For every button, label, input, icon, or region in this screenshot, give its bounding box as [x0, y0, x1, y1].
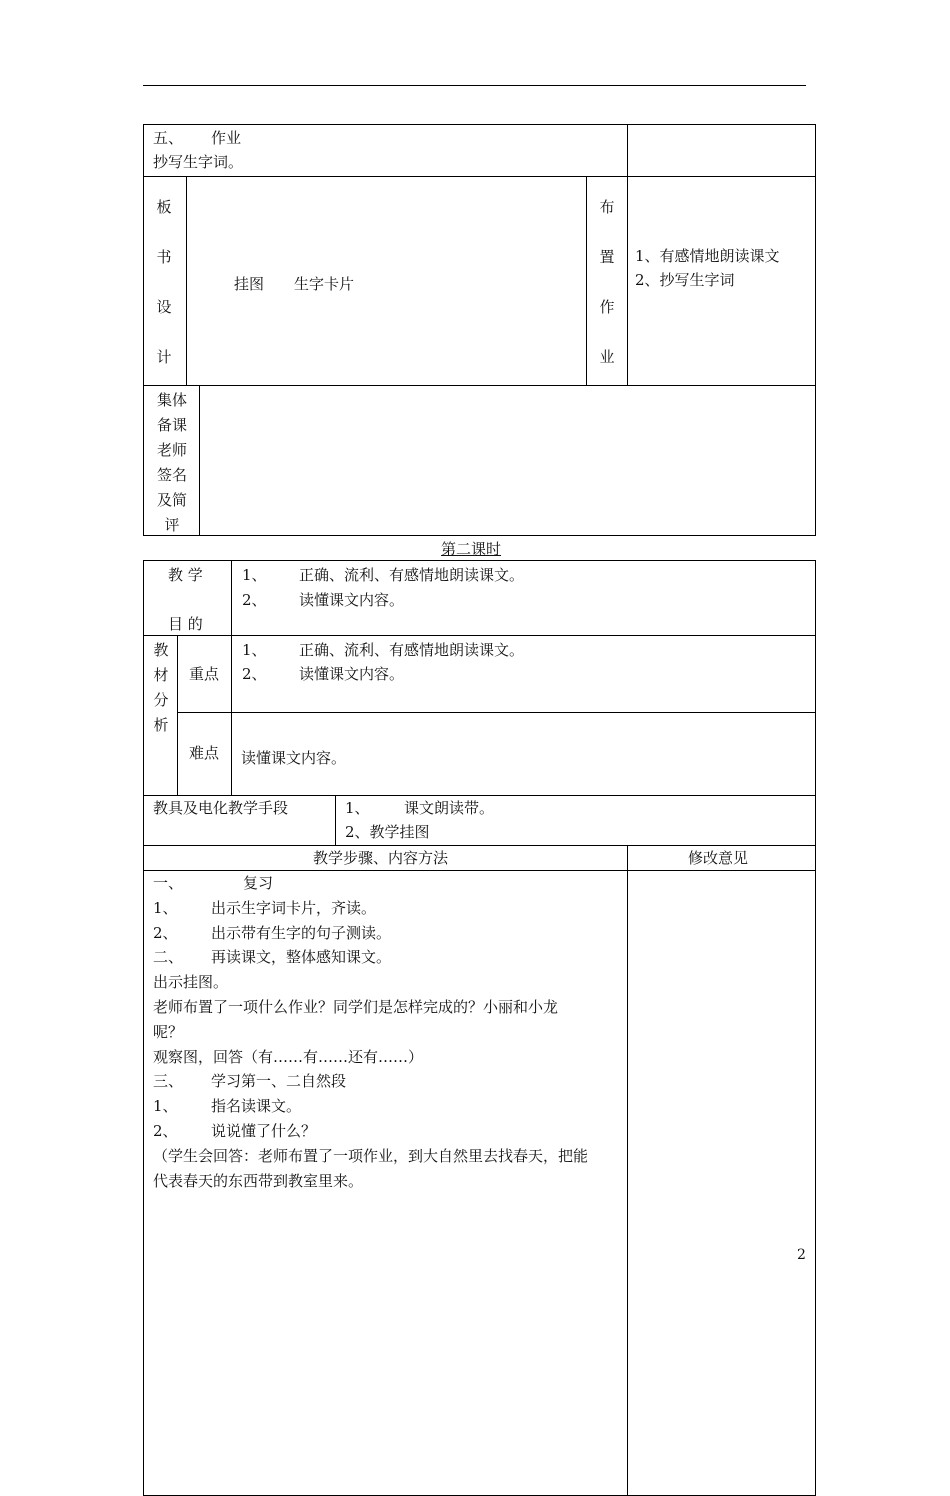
difficulty-label: 难点	[189, 744, 220, 762]
objective-text: 读懂课文内容。	[299, 591, 405, 609]
label-char: 书	[156, 248, 172, 266]
step-line	[153, 947, 623, 972]
row-divider	[143, 635, 816, 636]
label-line: 集体	[156, 391, 187, 409]
step-number: 1、	[153, 1097, 178, 1116]
teaching-steps	[153, 873, 623, 1195]
group-prep-label	[148, 388, 196, 538]
analysis-label	[151, 638, 171, 738]
step-line	[153, 972, 623, 997]
lesson-title: 第二课时	[441, 540, 502, 558]
row-divider	[143, 795, 816, 796]
tools-item-num: 1、	[345, 799, 370, 817]
row-divider	[143, 845, 816, 846]
label-char: 布	[599, 198, 615, 216]
board-content-cards: 生字卡片	[294, 275, 355, 293]
label-char: 计	[156, 348, 172, 366]
objective-text: 正确、流利、有感情地朗读课文。	[299, 566, 525, 584]
label-line: 及简	[156, 491, 187, 509]
label-char: 置	[599, 248, 615, 266]
step-line	[153, 1047, 623, 1072]
col-divider	[335, 795, 336, 845]
step-text: 呢？	[153, 1022, 184, 1041]
col-divider	[186, 176, 187, 385]
objectives-label-top: 教 学	[168, 566, 203, 584]
col-divider	[586, 176, 587, 385]
step-text: 复习	[243, 874, 274, 892]
col-divider	[177, 635, 178, 795]
step-line	[153, 1121, 623, 1146]
step-line	[153, 1146, 623, 1171]
label-line: 签名	[156, 466, 187, 484]
step-line	[153, 923, 623, 948]
objective-num: 2、	[242, 591, 267, 609]
step-text: 指名读课文。	[211, 1097, 302, 1116]
col-divider	[627, 124, 628, 176]
key-points-label: 重点	[189, 665, 220, 683]
step-text: 出示带有生字的句子测读。	[211, 923, 392, 942]
step-text: 代表春天的东西带到教室里来。	[153, 1171, 364, 1190]
step-line	[153, 997, 623, 1022]
objective-num: 1、	[242, 566, 267, 584]
label-char: 板	[156, 198, 172, 216]
step-number: 2、	[153, 1121, 178, 1140]
step-text: 学习第一、二自然段	[211, 1072, 347, 1091]
col-divider	[231, 560, 232, 795]
col-divider	[199, 385, 200, 536]
label-line: 评	[164, 516, 180, 534]
step-text: 出示生字词卡片，齐读。	[211, 898, 377, 917]
step-number: 一、	[153, 874, 184, 892]
step-text: 说说懂了什么？	[211, 1121, 317, 1140]
step-line	[153, 1071, 623, 1096]
key-point-num: 2、	[242, 665, 267, 683]
label-char: 设	[156, 298, 172, 316]
row-divider	[143, 870, 816, 871]
tools-label: 教具及电化教学手段	[153, 799, 289, 817]
label-char: 作	[599, 298, 615, 316]
step-text: 观察图，回答（有……有……还有……）	[153, 1047, 424, 1066]
row-divider	[143, 176, 816, 177]
col-divider	[627, 845, 628, 1496]
section-five-task: 抄写生字词。	[153, 153, 244, 171]
label-char: 材	[153, 666, 169, 684]
label-line: 老师	[156, 441, 187, 459]
key-point-num: 1、	[242, 641, 267, 659]
objectives-label-bottom: 目 的	[168, 615, 203, 633]
tools-item: 2、教学挂图	[345, 823, 430, 841]
label-char: 分	[153, 691, 169, 709]
page-number: 2	[797, 1247, 806, 1263]
header-rule	[143, 85, 806, 86]
assignment-item: 1、有感情地朗读课文	[635, 247, 780, 265]
step-number: 1、	[153, 898, 178, 917]
step-line	[153, 898, 623, 923]
steps-header: 教学步骤、内容方法	[313, 849, 449, 867]
label-line: 备课	[156, 416, 187, 434]
board-content-wallchart: 挂图	[234, 275, 265, 293]
key-point-text: 读懂课文内容。	[299, 665, 405, 683]
step-text: 老师布置了一项什么作业？同学们是怎样完成的？小丽和小龙	[153, 997, 559, 1016]
step-line	[153, 1171, 623, 1196]
tools-item-text: 课文朗读带。	[404, 799, 495, 817]
step-text: 出示挂图。	[153, 973, 229, 992]
board-design-label	[154, 196, 174, 396]
step-number: 二、	[153, 948, 184, 967]
label-char: 教	[153, 641, 169, 659]
step-line	[153, 1022, 623, 1047]
step-number: 三、	[153, 1072, 184, 1091]
step-line	[153, 873, 623, 898]
table-lesson-one	[143, 124, 816, 536]
label-char: 业	[599, 348, 615, 366]
assignment-label	[597, 196, 617, 396]
revision-header: 修改意见	[688, 849, 749, 867]
step-text: 再读课文，整体感知课文。	[211, 948, 392, 967]
assignment-item: 2、抄写生字词	[635, 271, 735, 289]
row-divider	[177, 712, 816, 713]
label-char: 析	[153, 716, 169, 734]
col-divider	[627, 176, 628, 385]
section-five-heading: 作业	[211, 129, 242, 147]
step-number: 2、	[153, 923, 178, 942]
difficulty-text: 读懂课文内容。	[241, 749, 347, 767]
section-five-number: 五、	[153, 129, 184, 147]
step-line	[153, 1096, 623, 1121]
key-point-text: 正确、流利、有感情地朗读课文。	[299, 641, 525, 659]
row-divider	[143, 385, 816, 386]
step-text: （学生会回答：老师布置了一项作业，到大自然里去找春天，把能	[153, 1146, 589, 1165]
